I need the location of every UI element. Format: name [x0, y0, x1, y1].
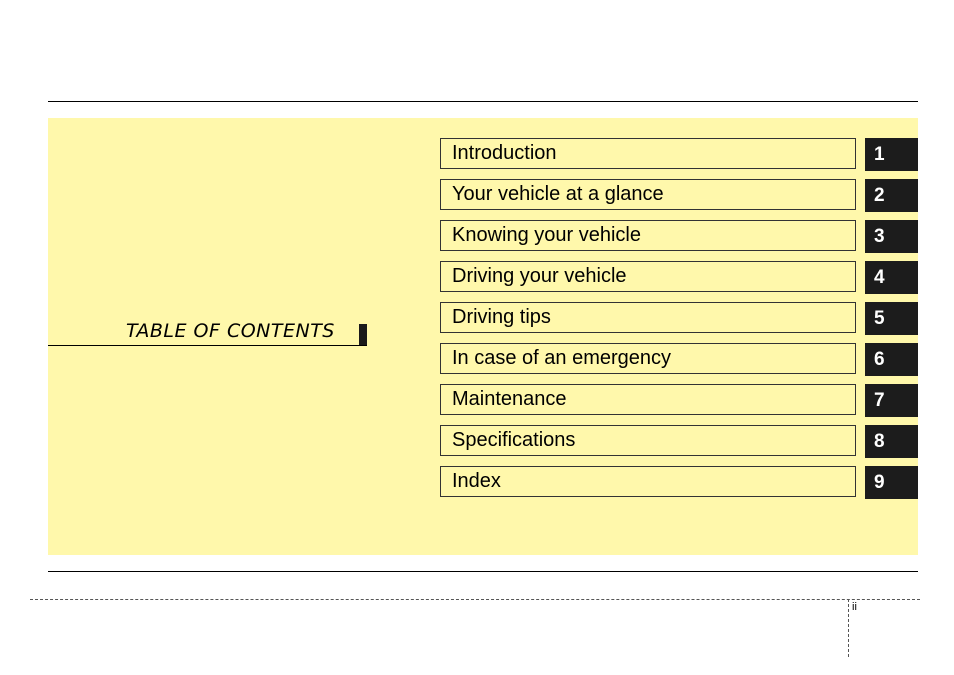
chapter-row-8[interactable] [440, 425, 918, 458]
chapter-link-vehicle-glance[interactable]: Your vehicle at a glance [440, 179, 856, 210]
footer-dashed-divider [848, 599, 849, 657]
top-rule [48, 101, 918, 102]
chapter-link-emergency[interactable]: In case of an emergency [440, 343, 856, 374]
chapter-tab-9[interactable]: 9 [865, 466, 918, 499]
chapter-link-maintenance[interactable]: Maintenance [440, 384, 856, 415]
footer-dashed-line [30, 599, 920, 600]
chapter-tab-4[interactable]: 4 [865, 261, 918, 294]
chapter-tab-5[interactable]: 5 [865, 302, 918, 335]
chapter-link-specifications[interactable]: Specifications [440, 425, 856, 456]
chapter-row-4[interactable] [440, 261, 918, 294]
chapter-link-introduction[interactable]: Introduction [440, 138, 856, 169]
chapter-row-1[interactable] [440, 138, 918, 171]
bottom-rule [48, 571, 918, 572]
chapter-tab-7[interactable]: 7 [865, 384, 918, 417]
chapter-row-3[interactable] [440, 220, 918, 253]
chapter-link-driving-tips[interactable]: Driving tips [440, 302, 856, 333]
chapter-link-index[interactable]: Index [440, 466, 856, 497]
page-number: ii [852, 601, 857, 613]
toc-heading: TABLE OF CONTENTS [126, 320, 335, 342]
chapter-row-2[interactable] [440, 179, 918, 212]
chapter-link-driving-vehicle[interactable]: Driving your vehicle [440, 261, 856, 292]
chapter-tab-6[interactable]: 6 [865, 343, 918, 376]
chapter-tab-8[interactable]: 8 [865, 425, 918, 458]
chapter-tab-2[interactable]: 2 [865, 179, 918, 212]
heading-bar-marker [359, 324, 367, 345]
chapter-tab-3[interactable]: 3 [865, 220, 918, 253]
chapter-row-5[interactable] [440, 302, 918, 335]
chapter-link-knowing-vehicle[interactable]: Knowing your vehicle [440, 220, 856, 251]
chapter-row-7[interactable] [440, 384, 918, 417]
chapter-tab-1[interactable]: 1 [865, 138, 918, 171]
chapter-row-6[interactable] [440, 343, 918, 376]
heading-underline [48, 345, 367, 346]
chapter-row-9[interactable] [440, 466, 918, 499]
